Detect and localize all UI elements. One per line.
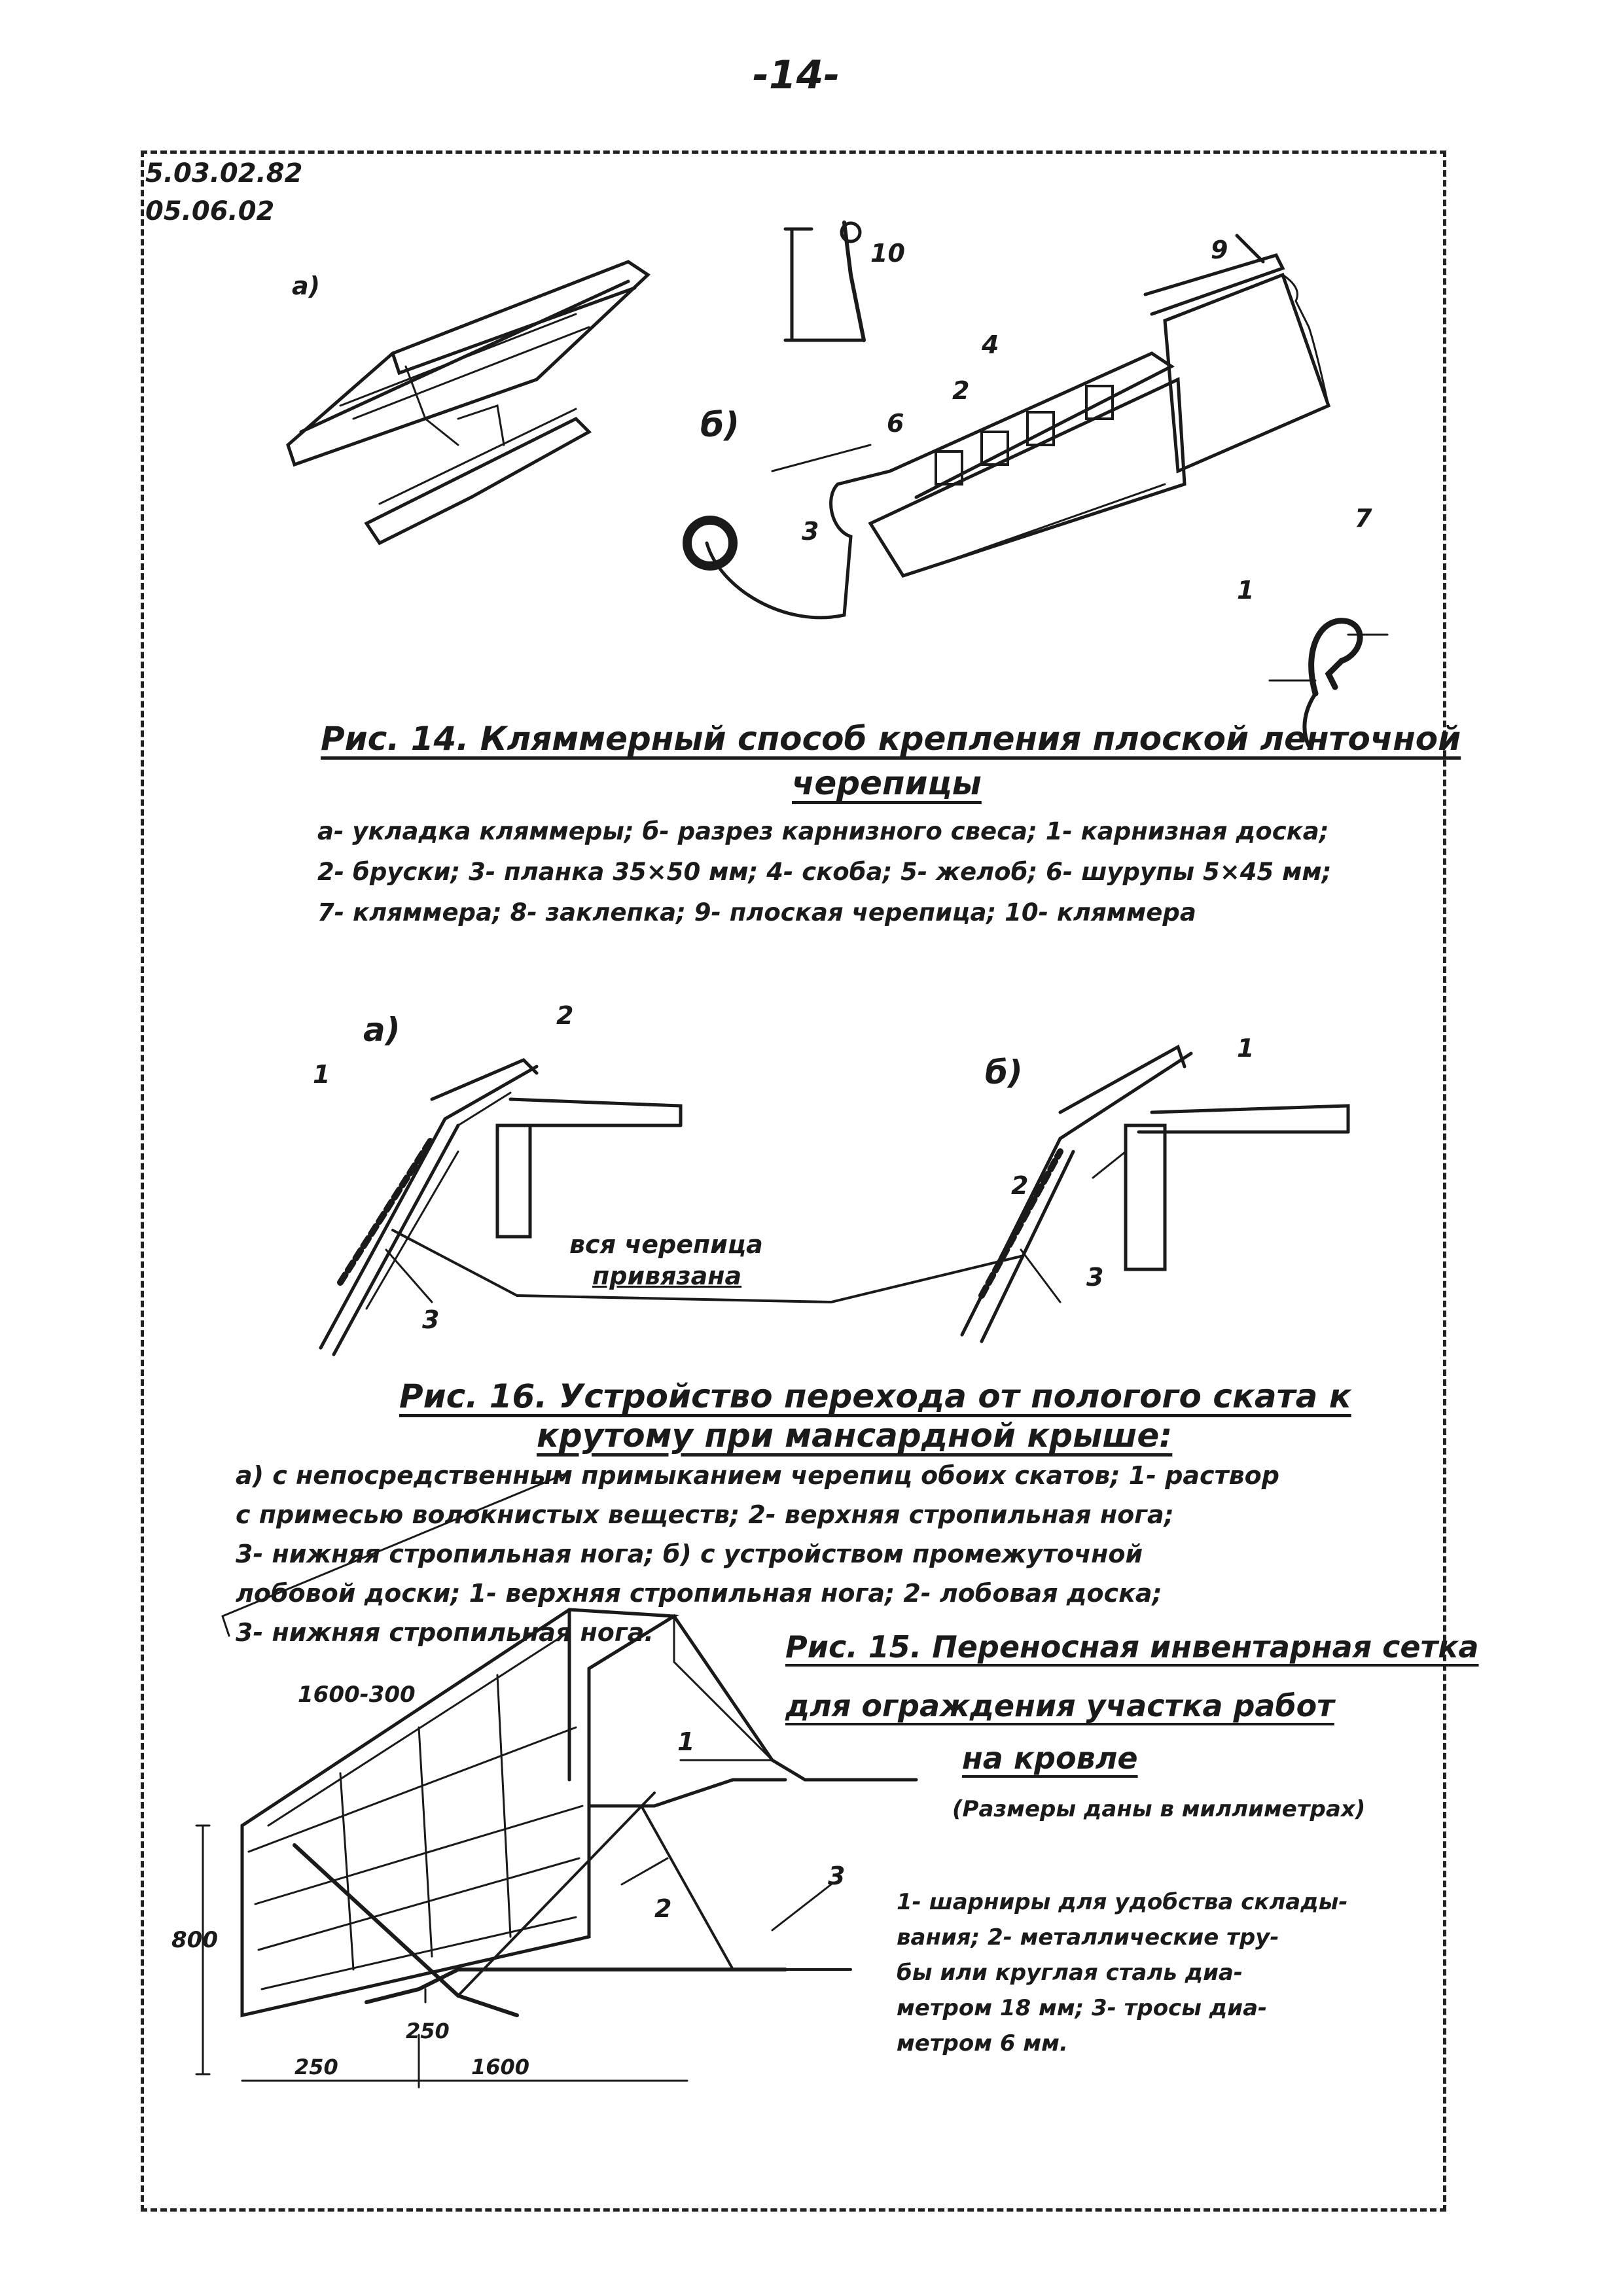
fig16-label-a: а): [363, 1011, 401, 1049]
fig16-legend-line: 3- нижняя стропильная нога.: [236, 1618, 654, 1647]
fig15-legend-line: метром 6 мм.: [897, 2030, 1068, 2057]
fig16-a-num-3: 3: [422, 1305, 440, 1334]
fig14-num-6: 6: [887, 409, 904, 438]
fig14-legend-line: а- укладка кляммеры; б- разрез карнизного свеса; 1- карнизная доска;: [317, 817, 1329, 845]
fig14-num-3: 3: [802, 517, 819, 546]
fig14-b-drawing: [687, 236, 1329, 618]
fig15-num-1: 1: [677, 1727, 695, 1756]
fig14-label-b: б): [700, 406, 740, 445]
fig16-b-num-2: 2: [1011, 1171, 1029, 1200]
fig14-legend-line: 2- бруски; 3- планка 35×50 мм; 4- скоба; 5- желоб; 6- шурупы 5×45 мм;: [317, 858, 1332, 886]
fig16-a-num-1: 1: [313, 1060, 330, 1089]
fig14-num-1: 1: [1237, 576, 1255, 605]
fig15-legend-line: метром 18 мм; 3- тросы диа-: [897, 1995, 1268, 2021]
fig15-caption-line4: (Размеры даны в миллиметрах): [952, 1796, 1366, 1822]
fig16-note-line2: привязана: [592, 1262, 742, 1290]
fig16-legend-line: а) с непосредственным примыканием черепиц обоих скатов; 1- раствор: [236, 1461, 1279, 1490]
fig15-legend-line: 1- шарниры для удобства склады-: [897, 1889, 1348, 1915]
fig16-legend-line: лобовой доски; 1- верхняя стропильная нога; 2- лобовая доска;: [236, 1579, 1162, 1608]
fig16-a-drawing: [321, 1060, 681, 1354]
fig16-caption-line2: крутому при мансардной крыше:: [537, 1417, 1173, 1455]
fig16-b-num-1: 1: [1237, 1034, 1255, 1063]
fig15-legend-line: вания; 2- металлические тру-: [897, 1924, 1279, 1951]
page-number: -14-: [753, 52, 840, 98]
fig15-legend: [897, 1884, 1348, 2061]
fig14-num-2: 2: [952, 376, 970, 405]
fig14-label-a: а): [292, 272, 321, 300]
fig16-legend-line: 3- нижняя стропильная нога; б) с устройством промежуточной: [236, 1540, 1143, 1568]
fig14-legend: [317, 811, 1331, 933]
doc-code-1: 5.03.02.82: [145, 158, 303, 188]
fig14-caption-line1: Рис. 14. Кляммерный способ крепления плоской ленточной: [321, 720, 1461, 758]
fig15-legend-line: бы или круглая сталь диа-: [897, 1960, 1243, 1986]
fig15-dim-1600: 1600: [471, 2055, 530, 2079]
fig15-caption-line3: на кровле: [962, 1740, 1138, 1776]
fig14-a-drawing: [288, 262, 648, 543]
fig15-num-2: 2: [654, 1894, 672, 1923]
fig14-caption-line2: черепицы: [792, 764, 982, 802]
fig15-dim-250-top: 250: [406, 2019, 450, 2043]
fig16-legend-line: с примесью волокнистых веществ; 2- верхняя стропильная нога;: [236, 1500, 1174, 1529]
fig15-dim-width: 1600-300: [298, 1682, 416, 1708]
fig16-label-b: б): [985, 1053, 1023, 1091]
doc-code-2: 05.06.02: [145, 196, 275, 226]
fig16-note-line1: вся черепица: [569, 1230, 763, 1259]
fig14-clamp-detail: [785, 222, 864, 340]
fig14-legend-line: 7- кляммера; 8- заклепка; 9- плоская черепица; 10- кляммера: [317, 898, 1196, 927]
fig16-b-num-3: 3: [1086, 1263, 1104, 1292]
fig16-caption-line1: Рис. 16. Устройство перехода от пологого ската к: [399, 1377, 1351, 1415]
fig14-num-9: 9: [1211, 236, 1228, 264]
fig14-num-10: 10: [870, 239, 905, 268]
fig15-dim-250-bottom: 250: [294, 2055, 338, 2079]
fig15-caption-line1: Рис. 15. Переносная инвентарная сетка: [785, 1629, 1479, 1665]
fig16-a-num-2: 2: [556, 1001, 574, 1030]
fig16-legend: [236, 1456, 1279, 1652]
fig15-num-3: 3: [828, 1862, 846, 1890]
fig15-dim-height: 800: [171, 1927, 218, 1953]
fig14-num-4: 4: [982, 330, 999, 359]
fig15-caption-line2: для ограждения участка работ: [785, 1688, 1334, 1723]
fig14-num-7: 7: [1355, 504, 1372, 533]
